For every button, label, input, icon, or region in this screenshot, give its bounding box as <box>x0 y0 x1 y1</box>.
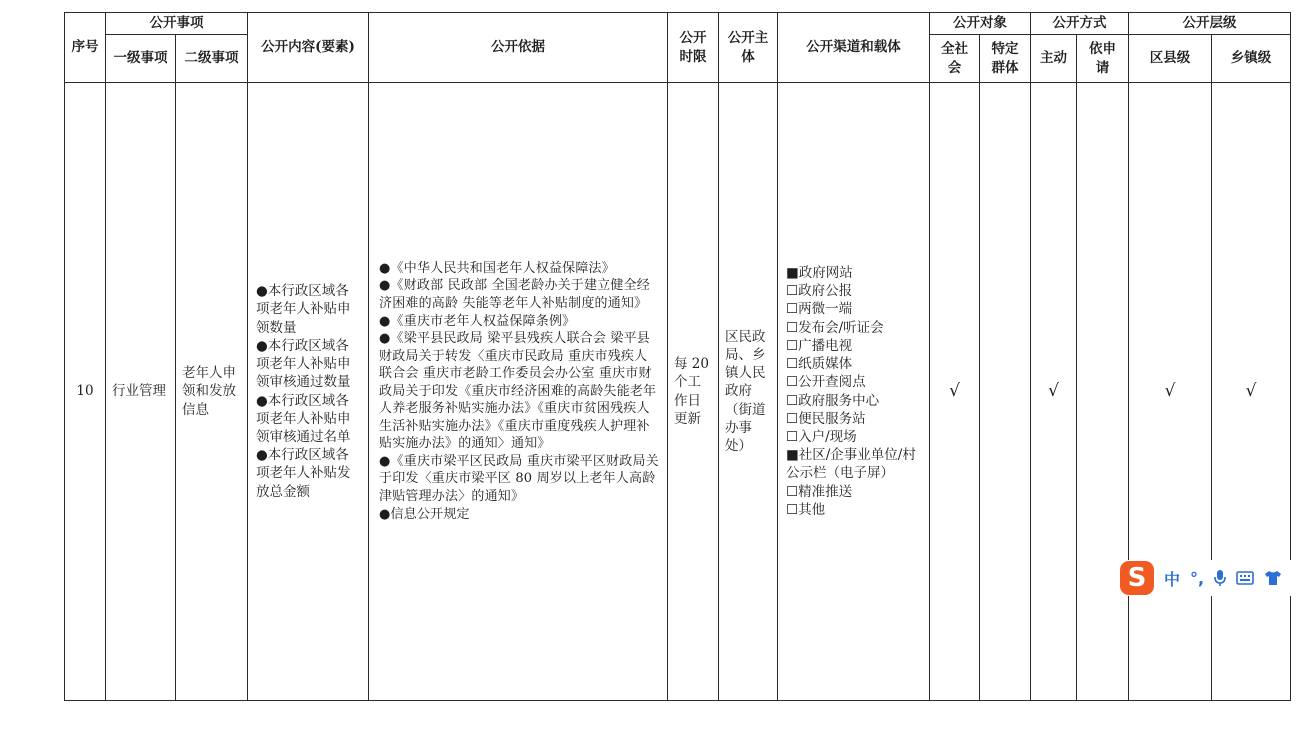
sogou-logo-icon[interactable]: S <box>1120 561 1154 595</box>
row-level2: 老年人申领和发放信息 <box>176 83 248 701</box>
channel-item: ☐入户/现场 <box>786 428 857 445</box>
row-target-all: √ <box>930 83 980 701</box>
header-level2: 二级事项 <box>176 35 248 83</box>
row-time-limit: 每 20 个工作日更新 <box>668 83 719 701</box>
content-item: ●本行政区域各项老年人补贴申领审核通过名单 <box>256 392 351 445</box>
ime-lang-toggle[interactable]: 中 <box>1164 569 1181 589</box>
mic-icon[interactable] <box>1214 569 1226 587</box>
content-item: ●本行政区域各项老年人补贴申领数量 <box>256 283 351 336</box>
row-level-town: √ <box>1212 83 1291 701</box>
header-target-specific: 特定群体 <box>980 35 1031 83</box>
header-level-group: 公开层级 <box>1129 13 1291 35</box>
ime-toolbar[interactable] <box>1120 560 1305 596</box>
channel-item: ☐两微一端 <box>786 301 853 318</box>
header-time-limit: 公开时限 <box>668 13 719 83</box>
header-method-request: 依申请 <box>1077 35 1129 83</box>
channel-item: ☐纸质媒体 <box>786 356 853 373</box>
table-row <box>65 83 1291 701</box>
content-item: ●本行政区域各项老年人补贴发放总金额 <box>256 447 351 500</box>
header-target-all: 全社会 <box>930 35 980 83</box>
row-level-county: √ <box>1129 83 1212 701</box>
basis-item: ●《财政部 民政部 全国老龄办关于建立健全经济困难的高龄 失能等老年人补贴制度的通知》 <box>379 278 651 311</box>
header-content: 公开内容(要素) <box>248 13 369 83</box>
channel-item: ☐政府公报 <box>786 283 853 300</box>
content-item: ●本行政区域各项老年人补贴申领审核通过数量 <box>256 337 351 391</box>
row-method-active: √ <box>1031 83 1077 701</box>
channel-item: ■社区/企事业单位/村公示栏（电子屏） <box>786 447 916 482</box>
ime-punct-toggle[interactable]: °, <box>1190 568 1205 588</box>
basis-item: ●《梁平县民政局 梁平县残疾人联合会 梁平县财政局关于转发〈重庆市民政局 重庆市残疾人联合会 重庆市老龄工作委员会办公室 重庆市财政局关于印发《重庆市经济困难的高龄失能老年人养老服务补贴实施办法》《重庆市贫困残疾人生活补贴实施办法》《重庆市重度残疾人护理补贴实施办法》的通知〉通知》 <box>379 331 657 452</box>
header-level-county: 区县级 <box>1129 35 1212 83</box>
channel-item: ☐发布会/听证会 <box>786 319 884 336</box>
header-method-active: 主动 <box>1031 35 1077 83</box>
row-channels <box>778 83 930 701</box>
header-subject: 公开主体 <box>719 13 778 83</box>
row-content <box>248 83 369 701</box>
header-matter-group: 公开事项 <box>106 13 248 35</box>
header-channels: 公开渠道和载体 <box>778 13 930 83</box>
basis-item: ●《中华人民共和国老年人权益保障法》 <box>379 260 615 276</box>
row-subject: 区民政局、乡镇人民政府（街道办事处） <box>719 83 778 701</box>
channel-item: ☐公开查阅点 <box>786 374 866 391</box>
channel-item: ■政府网站 <box>786 264 853 281</box>
channel-item: ☐政府服务中心 <box>786 392 880 409</box>
channel-item: ☐广播电视 <box>786 337 853 354</box>
header-level-town: 乡镇级 <box>1212 35 1291 83</box>
disclosure-table <box>64 12 1291 701</box>
row-level1: 行业管理 <box>106 83 176 701</box>
channel-item: ☐其他 <box>786 501 826 518</box>
keyboard-icon[interactable] <box>1236 571 1254 585</box>
header-basis: 公开依据 <box>369 13 668 83</box>
row-target-specific <box>980 83 1031 701</box>
row-basis <box>369 83 668 701</box>
basis-item: ●信息公开规定 <box>379 506 470 522</box>
channel-item: ☐精准推送 <box>786 483 853 500</box>
header-row-1 <box>65 13 1291 35</box>
header-level1: 一级事项 <box>106 35 176 83</box>
header-seq: 序号 <box>65 13 106 83</box>
row-seq: 10 <box>65 83 106 701</box>
channel-item: ☐便民服务站 <box>786 410 866 427</box>
header-target-group: 公开对象 <box>930 13 1031 35</box>
row-method-request <box>1077 83 1129 701</box>
basis-item: ●《重庆市老年人权益保障条例》 <box>379 313 576 329</box>
header-method-group: 公开方式 <box>1031 13 1129 35</box>
shirt-icon[interactable] <box>1264 570 1282 586</box>
basis-item: ●《重庆市梁平区民政局 重庆市梁平区财政局关于印发〈重庆市梁平区 80 周岁以上老年人高龄津贴管理办法〉的通知》 <box>379 453 659 504</box>
